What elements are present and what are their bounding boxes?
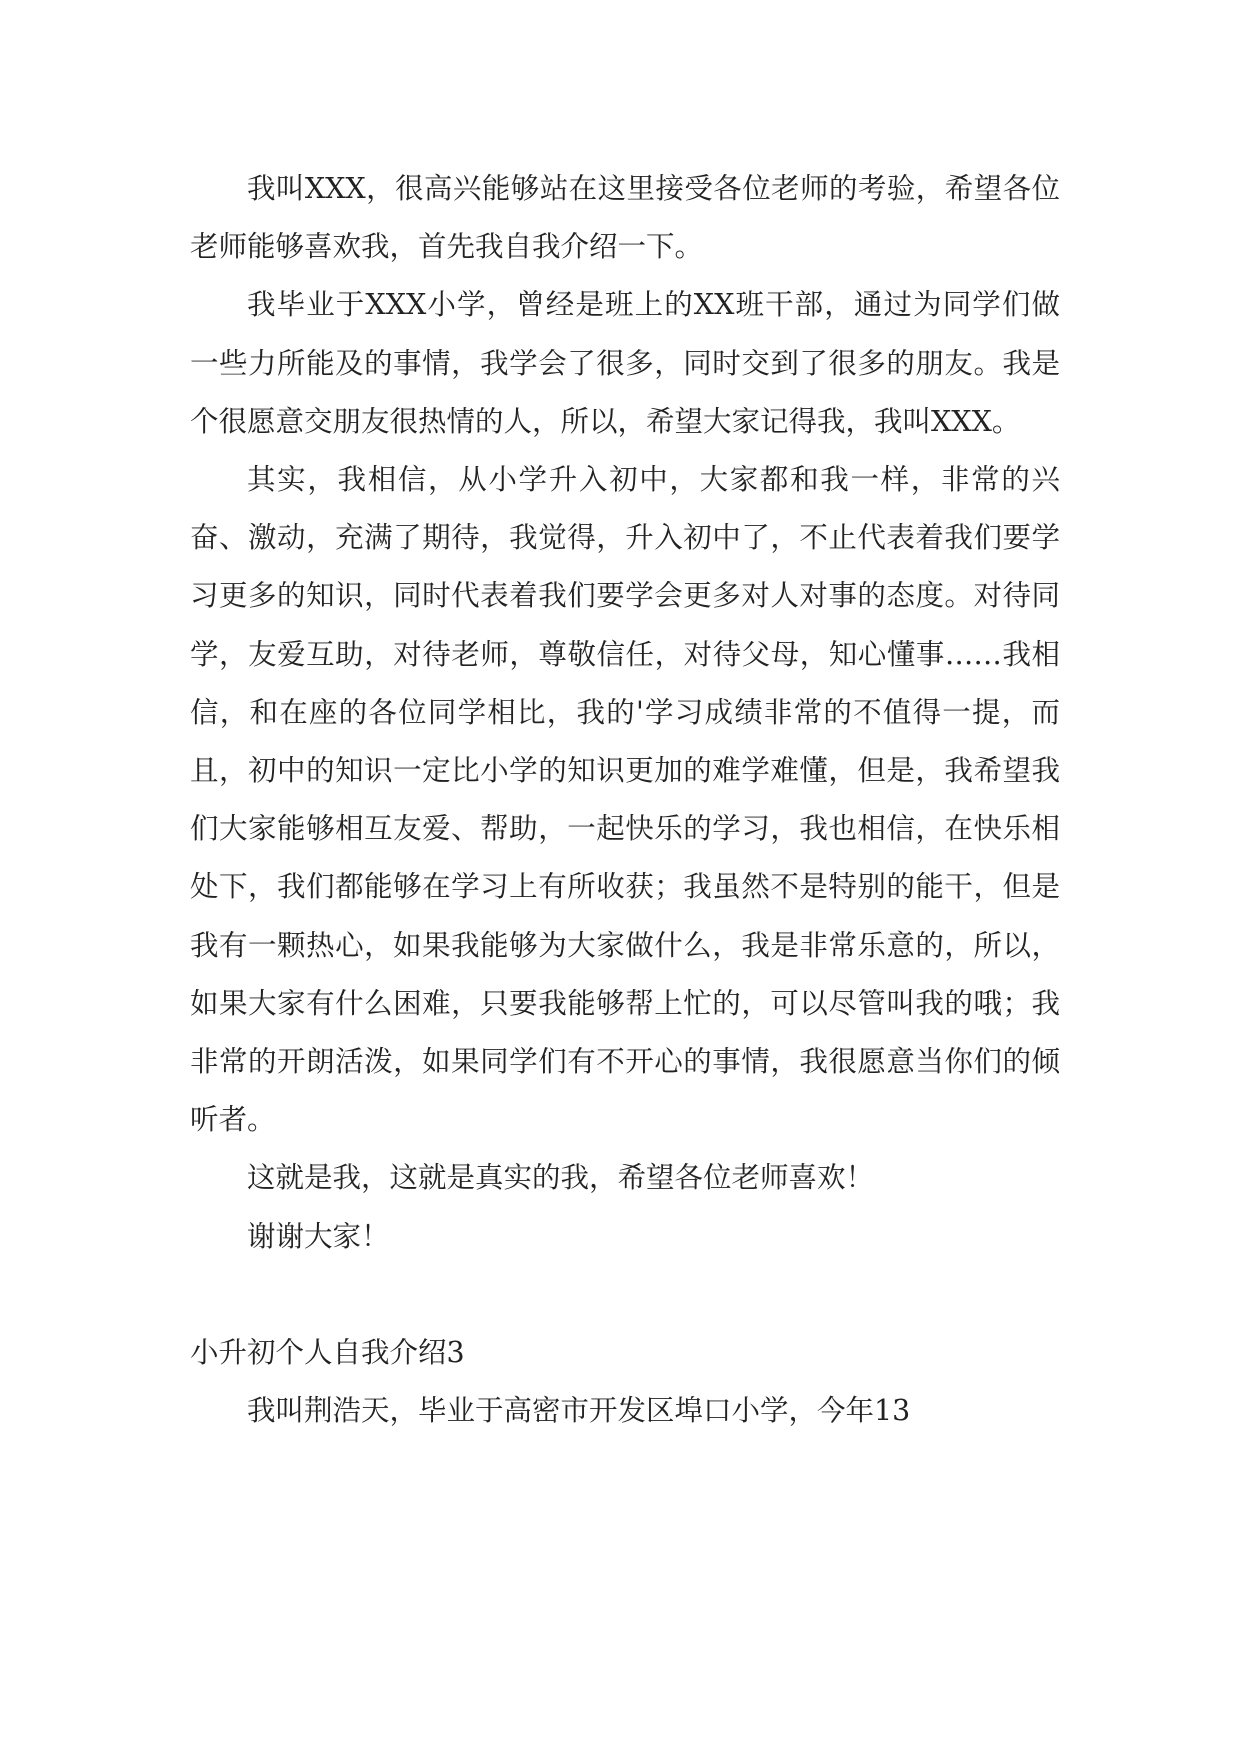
paragraph-main: 其实，我相信，从小学升入初中，大家都和我一样，非常的兴奋、激动，充满了期待，我觉得，升入初中了，不止代表着我们要学习更多的知识，同时代表着我们要学会更多对人对事的态度。对待同学，友爱互助，对待老师，尊敬信任，对待父母，知心懂事……我相信，和在座的各位同学相比，我的'学习成绩非常的不值得一提，而且，初中的知识一定比小学的知识更加的难学难懂，但是，我希望我们大家能够相互友爱、帮助，一起快乐的学习，我也相信，在快乐相处下，我们都能够在学习上有所收获；我虽然不是特别的能干，但是我有一颗热心，如果我能够为大家做什么，我是非常乐意的，所以，如果大家有什么困难，只要我能够帮上忙的，可以尽管叫我的哦；我非常的开朗活泼，如果同学们有不开心的事情，我很愿意当你们的倾听者。: [190, 463, 1060, 1137]
paragraph-intro: 我叫XXX，很高兴能够站在这里接受各位老师的考验，希望各位老师能够喜欢我，首先我自我介绍一下。: [190, 172, 1060, 264]
document-body: [190, 160, 1060, 1440]
section-title: 小升初个人自我介绍3: [190, 1335, 465, 1369]
paragraph-school: 我毕业于XXX小学，曾经是班上的XX班干部，通过为同学们做一些力所能及的事情，我学会了很多，同时交到了很多的朋友。我是个很愿意交朋友很热情的人，所以，希望大家记得我，我叫XXX。: [190, 288, 1060, 438]
section-paragraph: 我叫荆浩天，毕业于高密市开发区埠口小学，今年13: [247, 1394, 911, 1428]
paragraph-thanks: 谢谢大家！: [247, 1219, 390, 1253]
paragraph-closing: 这就是我，这就是真实的我，希望各位老师喜欢！: [247, 1161, 875, 1195]
